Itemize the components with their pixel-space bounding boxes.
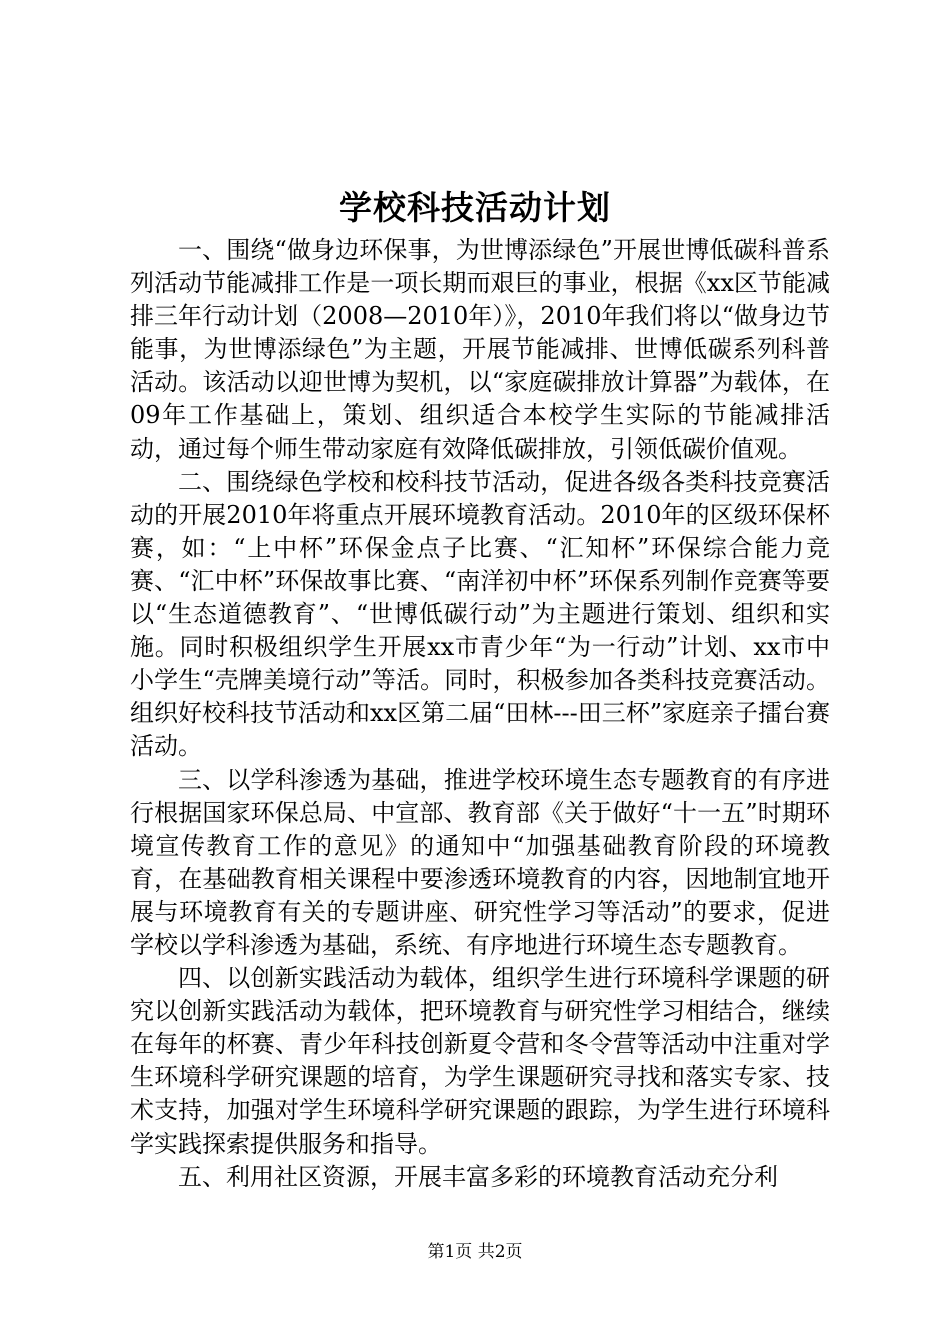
page-footer: 第1页 共2页 xyxy=(427,1242,523,1262)
document-body xyxy=(130,234,830,1194)
document-title: 学校科技活动计划 xyxy=(339,188,611,227)
paragraph-1: 一、围绕“做身边环保事，为世博添绿色”开展世博低碳科普系列活动节能减排工作是一项长期而艰巨的事业，根据《xx区节能减排三年行动计划（2008—2010年）》，2010年我们将以“做身边节能事，为世博添绿色”为主题，开展节能减排、世博低碳系列科普活动。该活动以迎世博为契机，以“家庭碳排放计算器”为载体，在09年工作基础上，策划、组织适合本校学生实际的节能减排活动，通过每个师生带动家庭有效降低碳排放，引领低碳价值观。 xyxy=(130,236,830,463)
paragraph-2: 二、围绕绿色学校和校科技节活动，促进各级各类科技竞赛活动的开展2010年将重点开展环境教育活动。2010年的区级环保杯赛，如：“上中杯”环保金点子比赛、“汇知杯”环保综合能力竞赛、“汇中杯”环保故事比赛、“南洋初中杯”环保系列制作竞赛等要以“生态道德教育”、“世博低碳行动”为主题进行策划、组织和实施。同时积极组织学生开展xx市青少年“为一行动”计划、xx市中小学生“壳牌美境行动”等活。同时，积极参加各类科技竞赛活动。组织好校科技节活动和xx区第二届“田林---田三杯”家庭亲子擂台赛活动。 xyxy=(130,467,830,761)
paragraph-3: 三、以学科渗透为基础，推进学校环境生态专题教育的有序进行根据国家环保总局、中宣部、教育部《关于做好“十一五”时期环境宣传教育工作的意见》的通知中“加强基础教育阶段的环境教育，在基础教育相关课程中要渗透环境教育的内容，因地制宜地开展与环境教育有关的专题讲座、研究性学习等活动”的要求，促进学校以学科渗透为基础，系统、有序地进行环境生态专题教育。 xyxy=(130,765,830,959)
paragraph-5: 五、利用社区资源，开展丰富多彩的环境教育活动充分利 xyxy=(178,1162,778,1191)
paragraph-4: 四、以创新实践活动为载体，组织学生进行环境科学课题的研究以创新实践活动为载体，把环境教育与研究性学习相结合，继续在每年的杯赛、青少年科技创新夏令营和冬令营等活动中注重对学生环境科学研究课题的培育，为学生课题研究寻找和落实专家、技术支持，加强对学生环境科学研究课题的跟踪，为学生进行环境科学实践探索提供服务和指导。 xyxy=(130,964,830,1158)
